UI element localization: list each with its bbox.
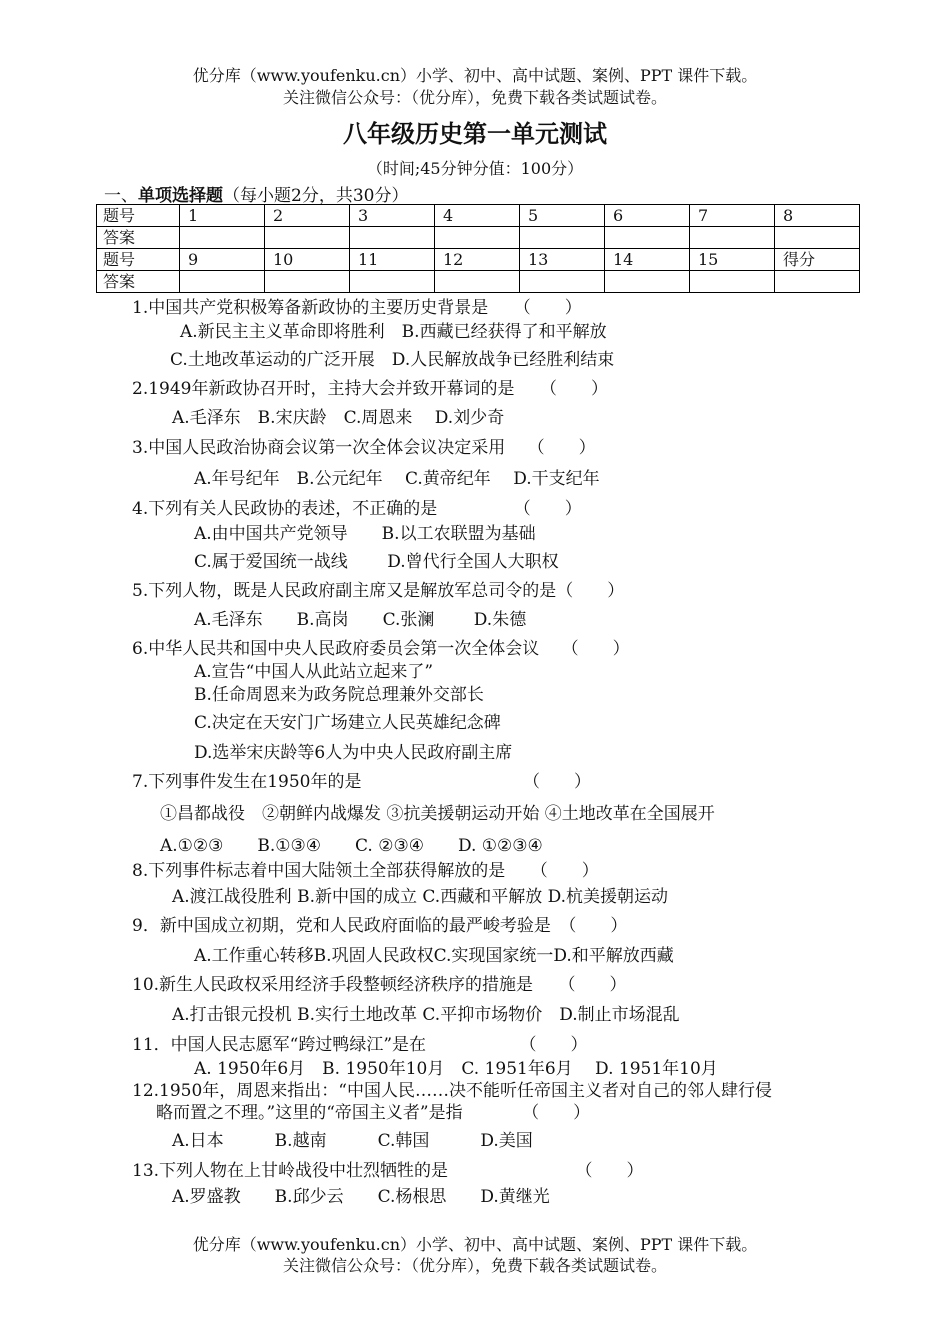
page-title: 八年级历史第一单元测试 xyxy=(343,120,607,148)
table-cell: 得分 xyxy=(775,249,860,271)
options-1a: A.新民主主义革命即将胜利 B.西藏已经获得了和平解放 xyxy=(180,322,607,342)
table-row xyxy=(97,227,860,249)
options-3: A.年号纪年 B.公元纪年 C.黄帝纪年 D.干支纪年 xyxy=(194,469,600,489)
table-cell: 12 xyxy=(435,249,520,271)
answer-cell[interactable] xyxy=(265,227,350,249)
answer-cell[interactable] xyxy=(435,227,520,249)
table-cell-label: 答案 xyxy=(97,227,180,249)
table-cell-label: 题号 xyxy=(97,249,180,271)
question-3: 3.中国人民政治协商会议第一次全体会议决定采用 （ ） xyxy=(132,438,596,458)
table-cell: 11 xyxy=(350,249,435,271)
answer-cell[interactable] xyxy=(605,271,690,293)
question-13: 13.下列人物在上甘岭战役中壮烈牺牲的是 （ ） xyxy=(132,1161,644,1181)
option-6b: B.任命周恩来为政务院总理兼外交部长 xyxy=(194,685,484,705)
options-2: A.毛泽东 B.宋庆龄 C.周恩来 D.刘少奇 xyxy=(172,408,505,428)
answer-cell[interactable] xyxy=(350,227,435,249)
table-cell: 1 xyxy=(180,205,265,227)
answer-cell[interactable] xyxy=(180,271,265,293)
section-note: （每小题2分，共30分） xyxy=(223,186,409,206)
option-6d: D.选举宋庆龄等6人为中央人民政府副主席 xyxy=(194,743,513,763)
options-12: A.日本 B.越南 C.韩国 D.美国 xyxy=(172,1131,533,1151)
options-8: A.渡江战役胜利 B.新中国的成立 C.西藏和平解放 D.杭美援朝运动 xyxy=(172,887,669,907)
answer-cell[interactable] xyxy=(180,227,265,249)
question-5: 5.下列人物，既是人民政府副主席又是解放军总司令的是（ ） xyxy=(132,581,625,601)
footer-line-2: 关注微信公众号：（优分库），免费下载各类试题试卷。 xyxy=(282,1256,667,1275)
options-1b: C.土地改革运动的广泛开展 D.人民解放战争已经胜利结束 xyxy=(170,350,615,370)
table-cell: 2 xyxy=(265,205,350,227)
question-10: 10.新生人民政权采用经济手段整顿经济秩序的措施是 （ ） xyxy=(132,975,627,995)
question-7: 7.下列事件发生在1950年的是 （ ） xyxy=(132,772,591,792)
answer-cell[interactable] xyxy=(265,271,350,293)
options-4b: C.属于爱国统一战线 D.曾代行全国人大职权 xyxy=(194,552,559,572)
answer-cell[interactable] xyxy=(350,271,435,293)
answer-cell[interactable] xyxy=(605,227,690,249)
options-13: A.罗盛教 B.邱少云 C.杨根思 D.黄继光 xyxy=(172,1187,550,1207)
table-row xyxy=(97,205,860,227)
table-cell: 14 xyxy=(605,249,690,271)
options-11: A. 1950年6月 B. 1950年10月 C. 1951年6月 D. 1951年10月 xyxy=(194,1059,718,1079)
table-cell-label: 答案 xyxy=(97,271,180,293)
table-cell-label: 题号 xyxy=(97,205,180,227)
section-name: 单项选择题 xyxy=(138,186,223,206)
option-6c: C.决定在天安门广场建立人民英雄纪念碑 xyxy=(194,713,501,733)
options-10: A.打击银元投机 B.实行土地改革 C.平抑市场物价 D.制止市场混乱 xyxy=(172,1005,680,1025)
table-cell: 3 xyxy=(350,205,435,227)
options-5: A.毛泽东 B.高岗 C.张澜 D.朱德 xyxy=(194,610,527,630)
question-6: 6.中华人民共和国中央人民政府委员会第一次全体会议 （ ） xyxy=(132,639,630,659)
statements-7: ①昌都战役 ②朝鲜内战爆发 ③抗美援朝运动开始 ④土地改革在全国展开 xyxy=(160,804,715,824)
table-cell: 9 xyxy=(180,249,265,271)
section-label: 一、 xyxy=(104,186,138,206)
question-9: 9．新中国成立初期，党和人民政府面临的最严峻考验是 （ ） xyxy=(132,916,628,936)
options-9: A.工作重心转移B.巩固人民政权C.实现国家统一D.和平解放西藏 xyxy=(194,946,674,966)
answer-cell[interactable] xyxy=(690,271,775,293)
question-4: 4.下列有关人民政协的表述，不正确的是 （ ） xyxy=(132,499,582,519)
question-12b: 略而置之不理。”这里的“帝国主义者”是指 （ ） xyxy=(156,1103,591,1123)
question-1: 1.中国共产党积极筹备新政协的主要历史背景是 （ ） xyxy=(132,298,582,318)
page-subtitle: （时间;45分钟分值：100分） xyxy=(366,159,584,178)
header-line-2: 关注微信公众号：（优分库），免费下载各类试题试卷。 xyxy=(282,88,667,107)
question-8: 8.下列事件标志着中国大陆领土全部获得解放的是 （ ） xyxy=(132,861,599,881)
options-4a: A.由中国共产党领导 B.以工农联盟为基础 xyxy=(194,524,536,544)
question-2: 2.1949年新政协召开时，主持大会并致开幕词的是 （ ） xyxy=(132,379,608,399)
table-cell: 6 xyxy=(605,205,690,227)
answer-cell[interactable] xyxy=(520,271,605,293)
header-line-1: 优分库（www.youfenku.cn）小学、初中、高中试题、案例、PPT 课件下载。 xyxy=(192,66,758,85)
footer-line-1: 优分库（www.youfenku.cn）小学、初中、高中试题、案例、PPT 课件下载。 xyxy=(192,1235,758,1254)
answer-cell[interactable] xyxy=(775,227,860,249)
question-11: 11．中国人民志愿军“跨过鸭绿江”是在 （ ） xyxy=(132,1035,588,1055)
answer-cell[interactable] xyxy=(520,227,605,249)
table-cell: 5 xyxy=(520,205,605,227)
section-heading xyxy=(104,181,408,206)
table-cell: 8 xyxy=(775,205,860,227)
table-row xyxy=(97,271,860,293)
answer-table xyxy=(96,204,860,293)
score-cell[interactable] xyxy=(775,271,860,293)
options-7: A.①②③ B.①③④ C. ②③④ D. ①②③④ xyxy=(160,836,543,856)
table-cell: 7 xyxy=(690,205,775,227)
table-cell: 13 xyxy=(520,249,605,271)
table-cell: 10 xyxy=(265,249,350,271)
table-row xyxy=(97,249,860,271)
option-6a: A.宣告“中国人从此站立起来了” xyxy=(194,662,434,682)
question-12a: 12.1950年，周恩来指出：“中国人民……决不能听任帝国主义者对自己的邻人肆行侵 xyxy=(132,1081,772,1101)
table-cell: 15 xyxy=(690,249,775,271)
answer-cell[interactable] xyxy=(435,271,520,293)
answer-cell[interactable] xyxy=(690,227,775,249)
table-cell: 4 xyxy=(435,205,520,227)
